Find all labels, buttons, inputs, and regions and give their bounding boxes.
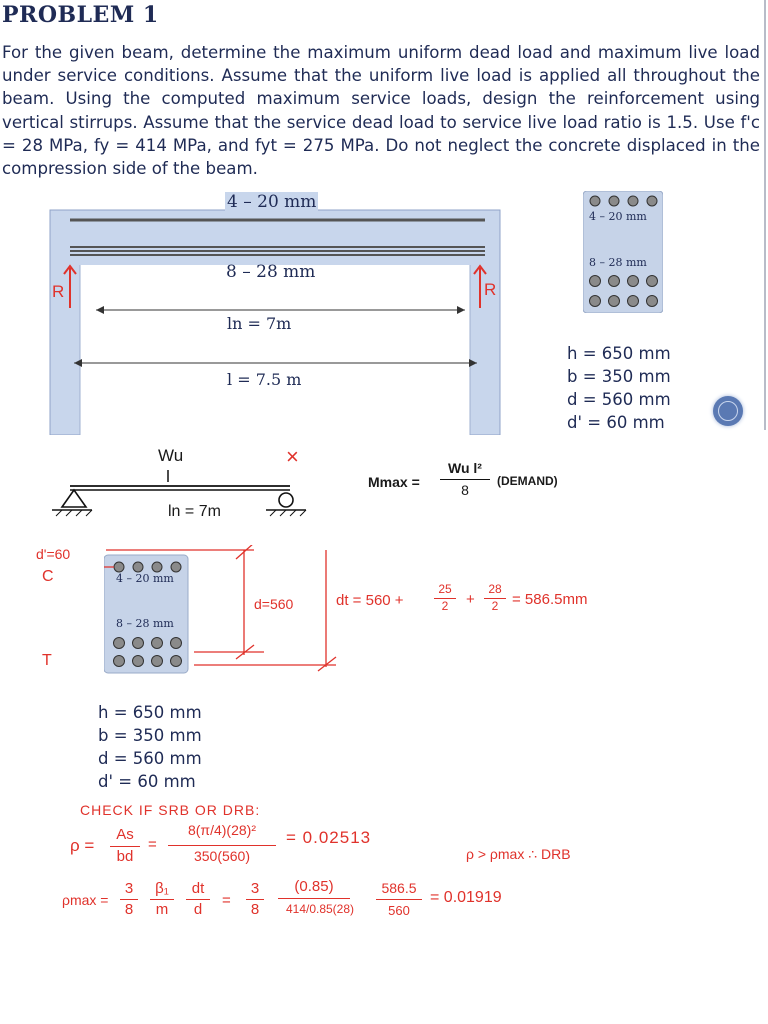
dt-fraction1-num: 25 [438, 582, 452, 596]
page-divider [764, 0, 766, 430]
mmax-label: Mmax = [368, 474, 420, 490]
rmax-f1-den: 8 [124, 901, 134, 918]
check-heading: CHECK IF SRB OR DRB: [80, 802, 261, 818]
rho-max-lhs: ρmax = [62, 892, 109, 908]
notes-spec-d-prime: d' = 60 mm [98, 772, 196, 791]
tension-label: T [42, 652, 52, 669]
notes-spec-h: h = 650 mm [98, 703, 202, 722]
notes-spec-d: d = 560 mm [98, 749, 202, 768]
beam-elevation-diagram [0, 190, 560, 435]
sketch-span-label: ln = 7m [168, 503, 221, 520]
rmax-f3-num: dt [191, 880, 205, 897]
dt-plus: + [466, 591, 475, 608]
mmax-denominator: 8 [461, 482, 469, 498]
span-label: l = 7.5 m [227, 370, 302, 389]
rho-bar2 [168, 845, 276, 846]
section-specs [567, 342, 671, 434]
notes-section-bottom-bars: 8 – 28 mm [116, 617, 174, 630]
rho-den: bd [116, 848, 134, 865]
x-mark: × [286, 444, 299, 469]
spec-b: b = 350 mm [567, 367, 671, 386]
rmax-f3-bar [186, 899, 210, 900]
rmax-v1-num: 3 [250, 880, 260, 897]
rho-result: = 0.02513 [286, 828, 372, 847]
compression-label: C [42, 568, 54, 585]
dt-fraction2-den: 2 [491, 599, 499, 613]
spec-d-prime: d' = 60 mm [567, 413, 665, 432]
section-bottom-bars-label: 8 – 28 mm [589, 256, 647, 269]
notes-spec-b: b = 350 mm [98, 726, 202, 745]
beam-opening [80, 265, 470, 435]
rmax-v3-den: 560 [388, 903, 410, 918]
section-top-bars-label: 4 – 20 mm [589, 210, 647, 223]
page-title: PROBLEM 1 [2, 2, 159, 28]
rho-num: As [116, 826, 134, 843]
beam-bottom-bars-label: 8 – 28 mm [226, 262, 316, 282]
notes-section-specs [98, 701, 202, 793]
record-button[interactable] [713, 396, 743, 426]
beam-top-bars-label: 4 – 20 mm [227, 192, 317, 212]
mmax-fraction-bar [440, 479, 490, 480]
rho-lhs: ρ = [70, 836, 95, 855]
rho-comparison: ρ > ρmax ∴ DRB [466, 846, 571, 862]
dt-equation: dt = 560 + [336, 592, 404, 609]
left-reaction-label: R [52, 282, 65, 301]
dt-fraction2-num: 28 [488, 582, 502, 596]
rho-bar [110, 846, 140, 847]
d-prime-label: d'=60 [36, 546, 71, 562]
mmax-numerator: Wu l² [448, 460, 482, 476]
rmax-v2-bar [278, 898, 350, 899]
rmax-f2-bar [150, 899, 174, 900]
record-button-ring-icon [718, 401, 738, 421]
dt-fraction1-den: 2 [441, 599, 449, 613]
spec-h: h = 650 mm [567, 344, 671, 363]
pin-support [62, 490, 86, 507]
rho-num2: 8(π/4)(28)² [187, 822, 256, 838]
rmax-f1-num: 3 [124, 880, 134, 897]
clear-span-label: ln = 7m [227, 314, 292, 333]
d-dimension-label: d=560 [254, 596, 294, 612]
roller-support [279, 493, 293, 507]
rmax-f2-den: m [155, 901, 169, 918]
rmax-v1-bar [246, 899, 264, 900]
load-wu-label: Wu [158, 446, 184, 465]
rmax-f3-den: d [193, 901, 203, 918]
rmax-f2-num: β₁ [155, 880, 169, 897]
demand-label: (DEMAND) [497, 474, 558, 488]
notes-section-top-bars: 4 – 20 mm [116, 572, 174, 585]
right-reaction-label: R [484, 280, 497, 299]
rho-den2: 350(560) [193, 848, 251, 864]
spec-d: d = 560 mm [567, 390, 671, 409]
rmax-f1-bar [120, 899, 138, 900]
rmax-v2-den: 414/0.85(28) [285, 902, 355, 916]
rmax-v3-num: 586.5 [381, 880, 417, 896]
rmax-v2-num: (0.85) [294, 878, 334, 895]
rmax-v3-bar [376, 899, 422, 900]
dt-result: = 586.5mm [512, 591, 588, 608]
rmax-result: = 0.01919 [430, 889, 502, 906]
rmax-v1-den: 8 [250, 901, 260, 918]
rmax-eq: = [222, 892, 231, 909]
rho-eq: = [148, 836, 157, 853]
problem-statement: For the given beam, determine the maximum uniform dead load and maximum live load under service conditions. Assume that the uniform live load is applied all throughout the beam. Using the computed maximum service loads, design the reinforcement using vertical stirrups. Assume that the service dead load to service live load ratio is 1.5. Use f'c = 28 MPa, fy = 414 MPa, and fyt = 275 MPa. Do not neglect the concrete displaced in the compression side of the beam. [2, 43, 760, 179]
